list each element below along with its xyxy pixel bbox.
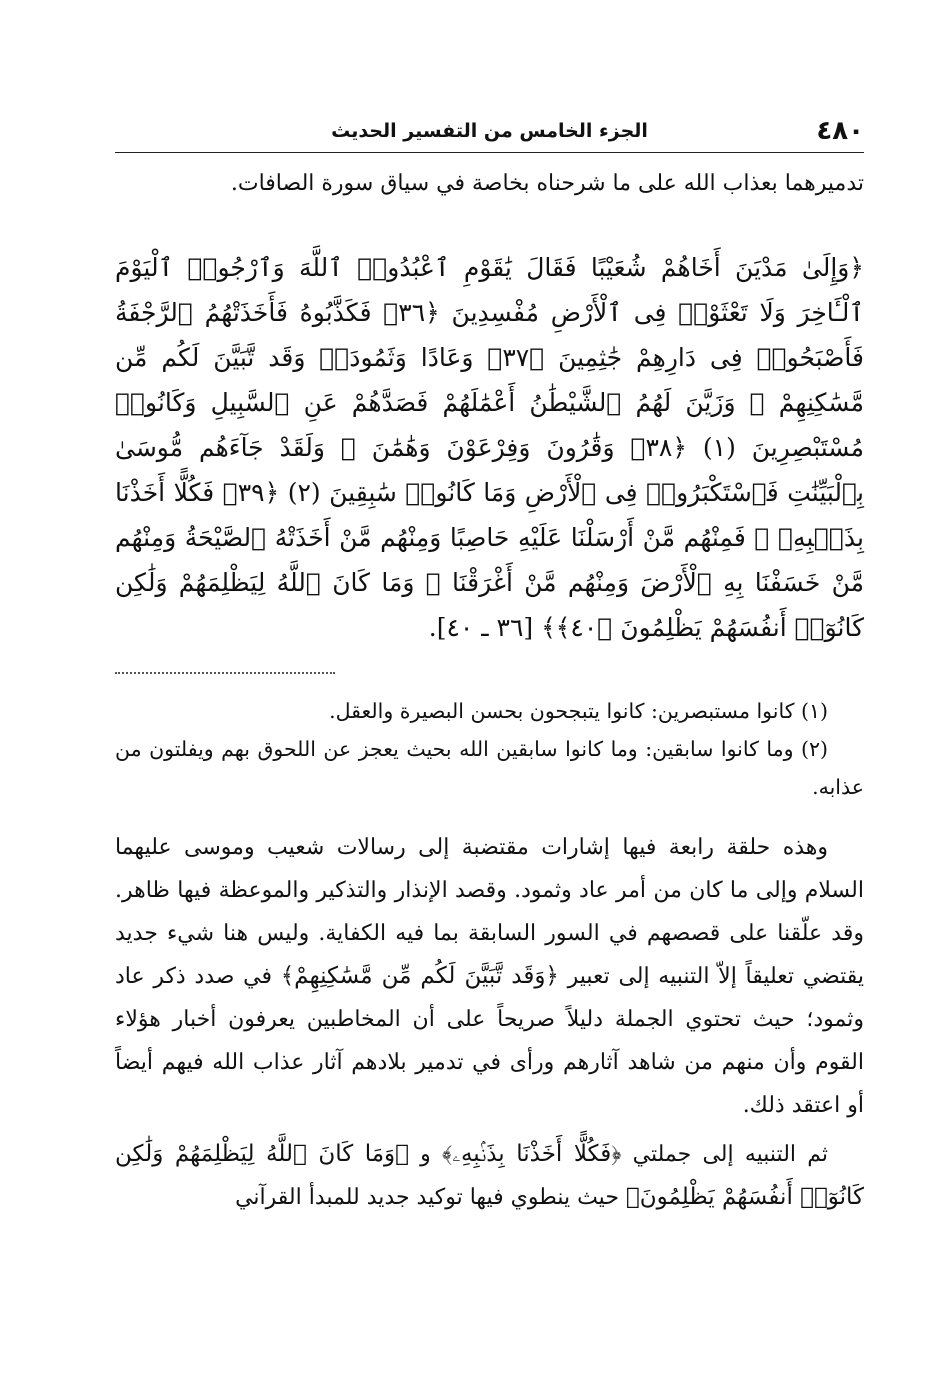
para2-quoted-verse-2: ﴿وَمَا كَانَ ٱللَّهُ لِيَظْلِمَهُمْ وَلَٰكِن كَانُوٓا۟ أَنفُسَهُمْ يَظْلِمُونَ﴾ xyxy=(115,1141,864,1210)
page-header xyxy=(115,112,864,153)
page-number: ٤٨٠ xyxy=(816,116,864,146)
para1-quoted-verse: ﴿وَقَد تَّبَيَّنَ لَكُم مِّن مَّسَٰكِنِهِمْ﴾ xyxy=(280,963,559,989)
page-content xyxy=(115,162,864,1225)
commentary-paragraph-2 xyxy=(115,1133,864,1219)
intro-paragraph: تدميرهما بعذاب الله على ما شرحناه بخاصة في سياق سورة الصافات. xyxy=(230,171,864,196)
commentary-paragraph-1 xyxy=(115,826,864,1127)
para1-text-before: وهذه حلقة رابعة فيها إشارات مقتضبة إلى رسالات شعيب وموسى عليهما السلام وإلى ما كان من أمر عاد وثمود. وقصد الإنذار والتذكير والموعظة فيها ظاهر. وقد علّقنا على قصصهم في السور السابقة بما فيه الكفاية. وليس هنا شيء جديد يقتضي تعليقاً إلاّ التنبيه إلى تعبير xyxy=(115,835,864,989)
footnotes xyxy=(115,692,864,806)
para2-conjunction: و xyxy=(420,1142,431,1167)
para2-text-after: حيث ينطوي فيها توكيد جديد للمبدأ القرآني xyxy=(235,1185,619,1210)
footnote-2: (٢) وما كانوا سابقين: وما كانوا سابقين الله بحيث يعجز عن اللحوق بهم ويفلتون من عذابه. xyxy=(115,737,864,799)
quran-verse-block: ﴿وَإِلَىٰ مَدْيَنَ أَخَاهُمْ شُعَيْبًا فَقَالَ يَٰقَوْمِ ٱعْبُدُوا۟ ٱللَّهَ وَٱرْجُوا۟ ٱلْيَوْمَ ٱلْـَٔاخِرَ وَلَا تَعْثَوْا۟ فِى ٱلْأَرْضِ مُفْسِدِينَ ﴿٣٦﴾ فَكَذَّبُوهُ فَأَخَذَتْهُمُ ٱلرَّجْفَةُ فَأَصْبَحُوا۟ فِى دَارِهِمْ جَٰثِمِينَ ﴿٣٧﴾ وَعَادًا وَثَمُودَا۟ وَقَد تَّبَيَّنَ لَكُم مِّن مَّسَٰكِنِهِمْ ۖ وَزَيَّنَ لَهُمُ ٱلشَّيْطَٰنُ أَعْمَٰلَهُمْ فَصَدَّهُمْ عَنِ ٱلسَّبِيلِ وَكَانُوا۟ مُسْتَبْصِرِينَ (١) ﴿٣٨﴾ وَقَٰرُونَ وَفِرْعَوْنَ وَهَٰمَٰنَ ۖ وَلَقَدْ جَآءَهُم مُّوسَىٰ بِٱلْبَيِّنَٰتِ فَٱسْتَكْبَرُوا۟ فِى ٱلْأَرْضِ وَمَا كَانُوا۟ سَٰبِقِينَ (٢) ﴿٣٩﴾ فَكُلًّا أَخَذْنَا بِذَنۢبِهِۦ ۖ فَمِنْهُم مَّنْ أَرْسَلْنَا عَلَيْهِ حَاصِبًا وَمِنْهُم مَّنْ أَخَذَتْهُ ٱلصَّيْحَةُ وَمِنْهُم مَّنْ خَسَفْنَا بِهِ ٱلْأَرْضَ وَمِنْهُم مَّنْ أَغْرَقْنَا ۚ وَمَا كَانَ ٱللَّهُ لِيَظْلِمَهُمْ وَلَٰكِن كَانُوٓا۟ أَنفُسَهُمْ يَظْلِمُونَ ﴿٤٠﴾﴾ [٣٦ ـ ٤٠]. xyxy=(115,253,865,642)
running-title: الجزء الخامس من التفسير الحديث xyxy=(331,120,648,142)
footnote-separator xyxy=(115,672,335,674)
para2-quoted-verse-1: ﴿فَكُلًّا أَخَذْنَا بِذَنۢبِهِۦ﴾ xyxy=(442,1141,622,1167)
footnote-1: (١) كانوا مستبصرين: كانوا يتبجحون بحسن البصيرة والعقل. xyxy=(329,699,828,723)
para1-text-after: في صدد ذكر عاد وثمود؛ حيث تحتوي الجملة دليلاً صريحاً على أن المخاطبين يعرفون أخبار هؤلاء القوم وأن منهم من شاهد آثارهم ورأى في تدمير بلادهم آثار عذاب الله فيهم أيضاً أو اعتقد ذلك. xyxy=(115,964,864,1118)
para2-text-before: ثم التنبيه إلى جملتي xyxy=(632,1142,828,1167)
